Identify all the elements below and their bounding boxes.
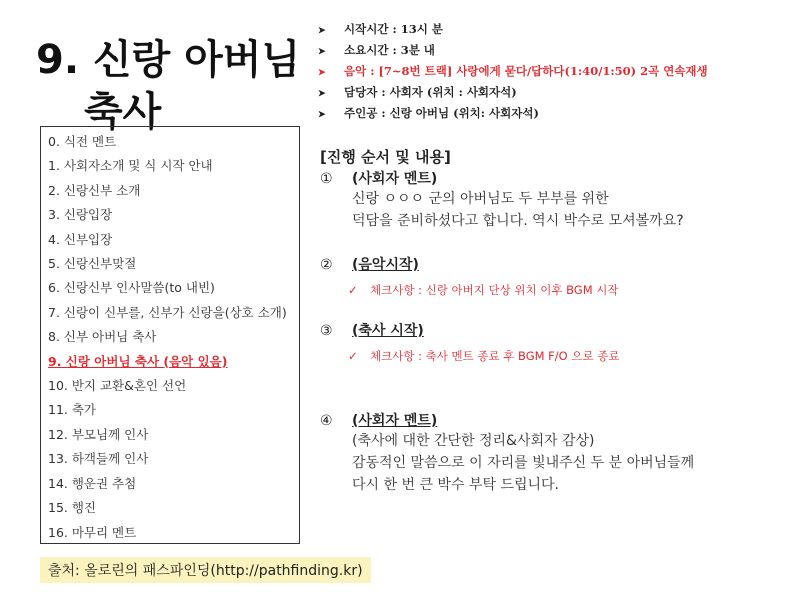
step-number: ①: [320, 171, 333, 187]
check-text: 체크사항 : 축사 멘트 종료 후 BGM F/O 으로 종료: [370, 349, 620, 363]
info-text: 담당자 : 사회자 (위치 : 사회자석): [344, 85, 517, 99]
info-row: [318, 83, 788, 104]
order-item: 1. 사회자소개 및 식 시작 안내: [48, 158, 213, 174]
order-item: 14. 행운권 추첨: [48, 475, 137, 491]
order-item: 2. 신랑신부 소개: [48, 182, 141, 198]
step-body: [320, 430, 790, 496]
step-3: [320, 320, 790, 364]
arrow-icon: ➤: [318, 68, 326, 78]
info-row: [318, 104, 788, 125]
order-item: 10. 반지 교환&혼인 선언: [48, 378, 187, 394]
check-icon: ✓: [348, 283, 358, 297]
step-1: [320, 168, 790, 232]
order-item: 5. 신랑신부맞절: [48, 256, 137, 272]
step-4: [320, 410, 790, 496]
step-heading: [320, 410, 790, 430]
info-row: [318, 20, 788, 41]
order-item: 6. 신랑신부 인사말씀(to 내빈): [48, 280, 215, 296]
order-item: 11. 축가: [48, 402, 97, 418]
step-number: ③: [320, 323, 333, 339]
page-title-line1: 9. 신랑 아버님: [36, 37, 301, 83]
step-heading: [320, 168, 790, 188]
info-row: [318, 41, 788, 62]
info-text: 주인공 : 신랑 아버님 (위치: 사회자석): [344, 106, 539, 120]
step-label: (음악시작): [352, 257, 419, 273]
arrow-icon: ➤: [318, 89, 326, 99]
info-row-highlight: [318, 62, 788, 83]
order-item: 8. 신부 아버님 축사: [48, 329, 157, 345]
step-number: ②: [320, 257, 333, 273]
step-line: 감동적인 말씀으로 이 자리를 빛내주신 두 분 아버님들께: [352, 455, 695, 471]
order-item: 13. 하객들께 인사: [48, 451, 149, 467]
order-item: 3. 신랑입장: [48, 207, 113, 223]
order-item: 16. 마무리 멘트: [48, 524, 137, 540]
info-text: 시작시간 : 13시 분: [344, 22, 443, 36]
step-label: (축사 시작): [352, 323, 424, 339]
step-label: (사회자 멘트): [352, 171, 438, 187]
arrow-icon: ➤: [318, 47, 326, 57]
checklist-item: [320, 282, 790, 298]
step-line: 다시 한 번 큰 박수 부탁 드립니다.: [352, 477, 559, 493]
step-heading: [320, 254, 790, 274]
info-list: [318, 20, 788, 125]
page-title-line2: 축사: [84, 89, 162, 135]
order-item: 0. 식전 멘트: [48, 134, 117, 149]
step-label: (사회자 멘트): [352, 413, 438, 429]
step-line: 신랑 ㅇㅇㅇ 군의 아버님도 두 부부를 위한: [352, 191, 609, 207]
step-2: [320, 254, 790, 298]
checklist-item: [320, 348, 790, 364]
check-icon: ✓: [348, 349, 358, 363]
page-title: [36, 34, 306, 138]
order-item-current: 9. 신랑 아버님 축사 (음악 있음): [48, 353, 228, 369]
step-line: 덕담을 준비하셨다고 합니다. 역시 박수로 모셔볼까요?: [352, 213, 684, 229]
step-number: ④: [320, 413, 333, 429]
order-item: 12. 부모님께 인사: [48, 426, 149, 442]
step-body: [320, 188, 790, 232]
order-item: 4. 신부입장: [48, 231, 113, 247]
info-text: 소요시간 : 3분 내: [344, 43, 435, 57]
arrow-icon: ➤: [318, 110, 326, 120]
info-text: 음악 : [7~8번 트랙] 사랑에게 묻다/답하다(1:40/1:50) 2곡 연속재생: [344, 64, 708, 78]
ceremony-order-list: [40, 126, 300, 544]
procedure-title: [진행 순서 및 내용]: [320, 148, 451, 166]
arrow-icon: ➤: [318, 26, 326, 36]
order-item: 15. 행진: [48, 500, 97, 516]
source-credit: 출처: 올로린의 패스파인딩(http://pathfinding.kr): [40, 557, 371, 583]
step-line: (축사에 대한 간단한 정리&사회자 감상): [352, 433, 595, 449]
order-item: 7. 신랑이 신부를, 신부가 신랑을(상호 소개): [48, 304, 287, 320]
check-text: 체크사항 : 신랑 아버지 단상 위치 이후 BGM 시작: [370, 283, 619, 297]
step-heading: [320, 320, 790, 340]
